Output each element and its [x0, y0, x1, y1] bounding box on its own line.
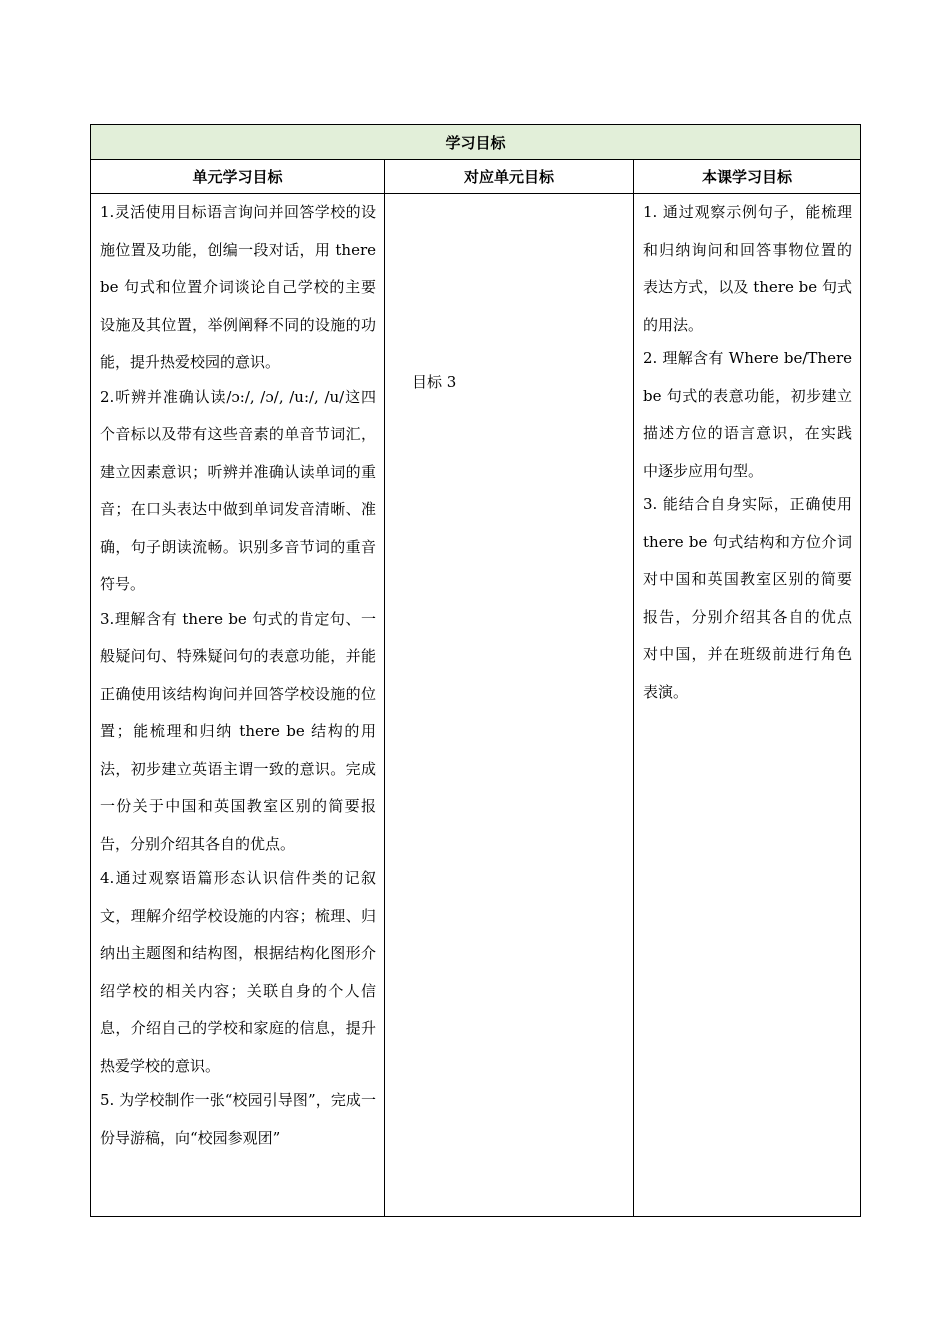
unit-goal-item: 5. 为学校制作一张“校园引导图”，完成一份导游稿，向“校园参观团”	[100, 1091, 376, 1147]
header-lesson-goals: 本课学习目标	[634, 160, 861, 194]
corresponding-goal-text: 目标 3	[412, 373, 457, 391]
table-title: 学习目标	[91, 125, 861, 160]
lesson-goal-item: 1. 通过观察示例句子，能梳理和归纳询问和回答事物位置的表达方式，以及 there be 句式的用法。	[643, 203, 853, 334]
unit-goal-item: 3.理解含有 there be 句式的肯定句、一般疑问句、特殊疑问句的表意功能，并能正确使用该结构询问并回答学校设施的位置；能梳理和归纳 there be 结构的用法，初步建立英语主谓一致的意识。完成一份关于中国和英国教室区别的简要报告，分别介绍其各自的优点。	[100, 609, 376, 853]
header-corresponding-goal: 对应单元目标	[385, 160, 634, 194]
corresponding-goal-cell	[385, 194, 634, 1217]
lesson-goals-cell	[634, 194, 861, 1217]
header-unit-goals: 单元学习目标	[91, 160, 385, 194]
lesson-goal-item: 3. 能结合自身实际，正确使用 there be 句式结构和方位介词对中国和英国教室区别的简要报告，分别介绍其各自的优点对中国，并在班级前进行角色表演。	[643, 495, 853, 701]
lesson-goal-item: 2. 理解含有 Where be/There be 句式的表意功能，初步建立描述方位的语言意识，在实践中逐步应用句型。	[643, 349, 853, 480]
unit-goals-cell	[91, 194, 385, 1217]
unit-goal-item: 2.听辨并准确认读/ɔ:/, /ɔ/, /u:/, /u/这四个音标以及带有这些音素的单音节词汇，建立因素意识；听辨并准确认读单词的重音；在口头表达中做到单词发音清晰、准确，句子朗读流畅。识别多音节词的重音符号。	[100, 387, 376, 593]
learning-goals-table	[90, 124, 861, 1217]
unit-goal-item: 4.通过观察语篇形态认识信件类的记叙文，理解介绍学校设施的内容；梳理、归纳出主题图和结构图，根据结构化图形介绍学校的相关内容；关联自身的个人信息，介绍自己的学校和家庭的信息，提升热爱学校的意识。	[100, 869, 376, 1075]
unit-goal-item: 1.灵活使用目标语言询问并回答学校的设施位置及功能，创编一段对话，用 there be 句式和位置介词谈论自己学校的主要设施及其位置，举例阐释不同的设施的功能，提升热爱校园的意识。	[100, 203, 376, 371]
